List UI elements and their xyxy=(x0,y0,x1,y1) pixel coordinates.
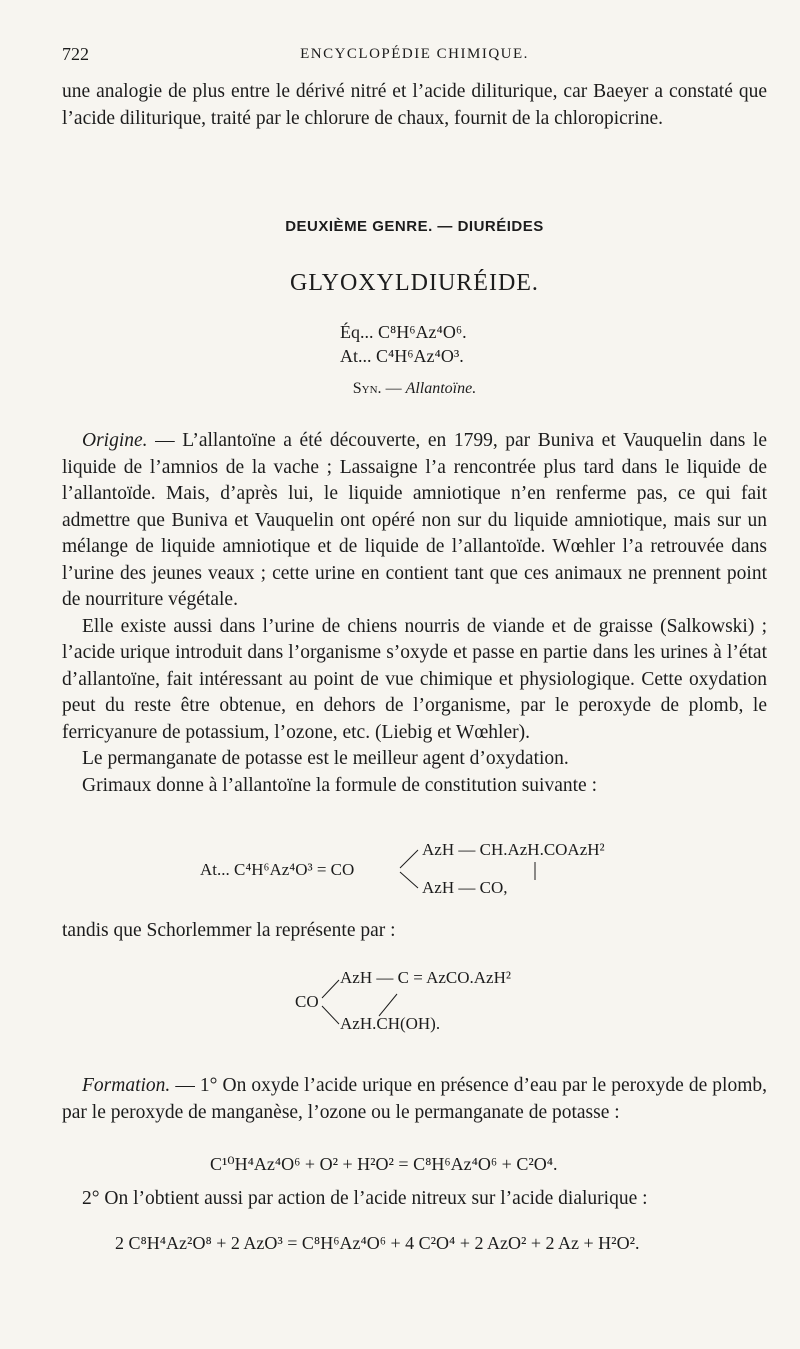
synonym-line xyxy=(62,380,767,398)
grimaux-formula xyxy=(200,840,620,900)
empirical-formulas xyxy=(340,320,467,368)
compound-title: GLYOXYLDIURÉIDE. xyxy=(290,270,539,296)
formation-text: — 1° On oxyde l’acide urique en présence d’eau par le peroxyde de plomb, par le peroxyde de manganèse, l’ozone ou le permanganate de potasse : xyxy=(62,1075,768,1123)
origine-heading: Origine. xyxy=(82,430,148,451)
page-number: 722 xyxy=(62,44,89,64)
formula-eq-value: C⁸H⁶Az⁴O⁶. xyxy=(378,322,467,342)
schorlemmer-bond-lines xyxy=(295,968,615,1038)
formation-paragraph xyxy=(62,1073,767,1126)
main-text-block xyxy=(62,428,767,799)
synonym-value: Allantoïne. xyxy=(405,380,477,397)
genre-heading: DEUXIÈME GENRE. — DIURÉIDES xyxy=(285,218,544,235)
formula-at-label: At... xyxy=(340,346,372,366)
formula-eq-label: Éq... xyxy=(340,322,374,342)
grimaux-formula-prefix: At... C⁴H⁶Az⁴O³ = CO xyxy=(200,860,355,879)
formation-block xyxy=(62,1073,767,1126)
synonym-label: Syn. xyxy=(352,380,382,397)
origine-paragraph xyxy=(62,428,767,614)
grimaux-paragraph: Grimaux donne à l’allantoïne la formule de constitution suivante : xyxy=(82,774,597,796)
schorlemmer-block xyxy=(62,918,767,945)
intro-paragraph: une analogie de plus entre le dérivé nitré et l’acide diliturique, car Baeyer a constaté que l’acide diliturique, traité par le chlorure de chaux, fournit de la chloropicrine. xyxy=(62,81,767,129)
permanganate-paragraph: Le permanganate de potasse est le meilleur agent d’oxydation. xyxy=(82,748,569,769)
formula-at-value: C⁴H⁶Az⁴O³. xyxy=(376,346,464,366)
equation-1: C¹⁰H⁴Az⁴O⁶ + O² + H²O² = C⁸H⁶Az⁴O⁶ + C²O⁴. xyxy=(210,1154,558,1174)
synonym-dash: — xyxy=(385,380,402,397)
running-title: ENCYCLOPÉDIE CHIMIQUE. xyxy=(300,46,529,62)
intro-paragraph-block xyxy=(62,79,767,132)
schorlemmer-formula-left: CO xyxy=(295,992,319,1011)
second-method-paragraph: 2° On l’obtient aussi par action de l’acide nitreux sur l’acide dialurique : xyxy=(82,1188,648,1209)
equation-2: 2 C⁸H⁴Az²O⁸ + 2 AzO³ = C⁸H⁶Az⁴O⁶ + 4 C²O⁴ + 2 AzO² + 2 Az + H²O². xyxy=(115,1233,640,1253)
schorlemmer-formula-bottom: AzH.CH(OH). xyxy=(340,1014,441,1033)
grimaux-bond-lines xyxy=(200,840,620,900)
schorlemmer-paragraph: tandis que Schorlemmer la représente par : xyxy=(62,920,396,941)
origine-text: — L’allantoïne a été découverte, en 1799, par Buniva et Vauquelin dans le liquide de l’amnios de la vache ; Lassaigne l’a rencontrée plus tard dans le liquide de l’allantoïde. Mais, d’après lui, le liquide amniotique n’en renferme pas, ce qui fait admettre que Buniva et Vauquelin ont opéré non sur du liquide amniotique, mais sur un mélange de liquide amniotique et de liquide de l’allantoïde. Wœhler l’a retrouvée dans l’urine des jeunes veaux ; cette urine en contient tant que ces animaux ne prennent point de nourriture végétale. xyxy=(62,430,768,610)
grimaux-formula-bottom: AzH — CO, xyxy=(422,878,508,897)
formation-heading: Formation. xyxy=(82,1075,171,1096)
formula-eq-line xyxy=(340,320,467,344)
schorlemmer-formula-top: AzH — C = AzCO.AzH² xyxy=(340,968,511,987)
page-header xyxy=(62,44,767,70)
second-method-block xyxy=(62,1186,767,1213)
schorlemmer-formula xyxy=(295,968,615,1038)
grimaux-formula-top: AzH — CH.AzH.COAzH² xyxy=(422,840,605,859)
elle-paragraph: Elle existe aussi dans l’urine de chiens nourris de viande et de graisse (Salkowski) ; l’acide urique introduit dans l’organisme s’oxyde et passe en partie dans les urines à l’état d’allantoïne, fait intéressant au point de vue chimique et physiologique. Cette oxydation peut du reste être obtenue, en dehors de l’organisme, par le peroxyde de plomb, le ferricyanure de potassium, l’ozone, etc. (Liebig et Wœhler). xyxy=(62,615,767,743)
formula-at-line xyxy=(340,344,467,368)
